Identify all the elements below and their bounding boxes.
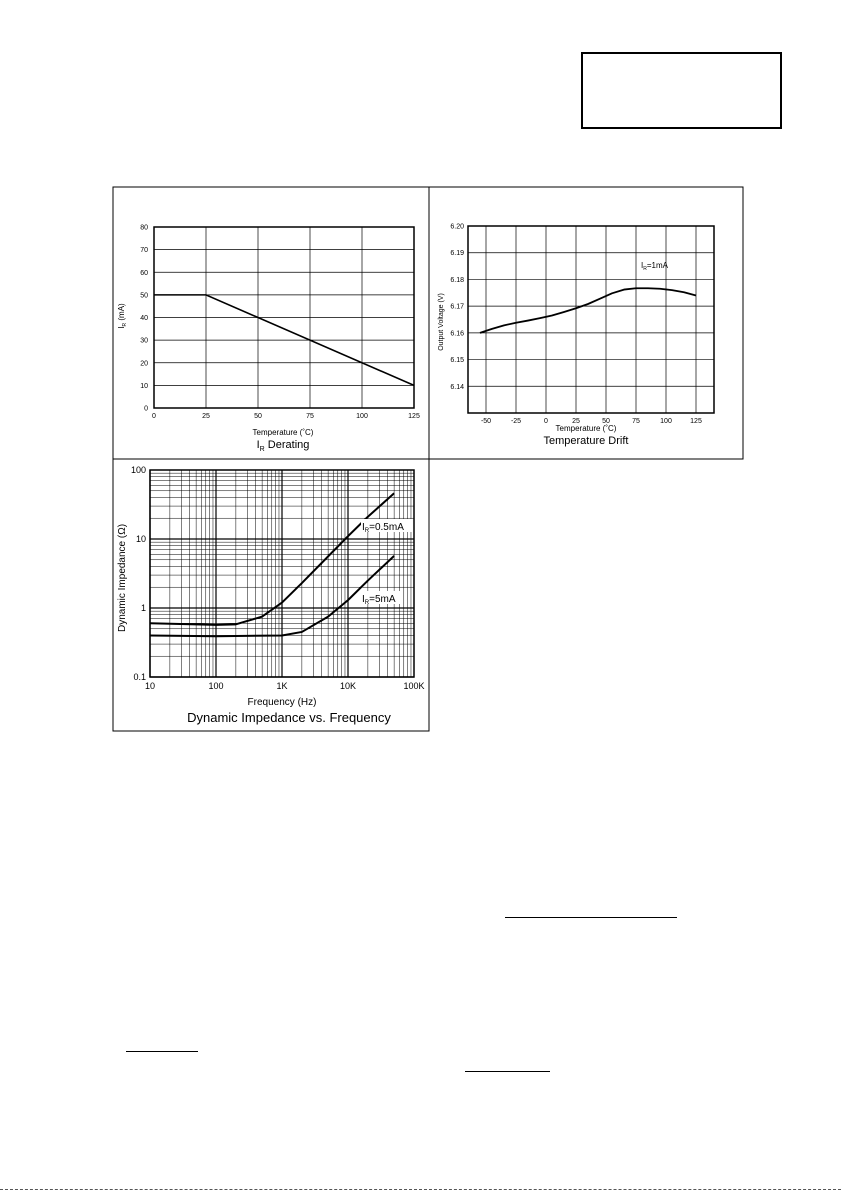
- impedance-title: Dynamic Impedance vs. Frequency: [187, 710, 391, 725]
- derating-grid: [154, 227, 414, 408]
- impedance-series-label-0: [361, 519, 413, 534]
- derating-x-axis-label: Temperature (˚C): [252, 428, 314, 437]
- derating-y-tick: 30: [140, 337, 148, 345]
- derating-y-axis-label: $I_R$ (mA): [117, 303, 128, 329]
- derating-x-tick: 75: [306, 413, 314, 420]
- impedance-x-axis-label: Frequency (Hz): [247, 697, 317, 708]
- drift-annotation: $I_R=1mA$: [641, 261, 668, 272]
- impedance-y-tick: 10: [135, 534, 146, 544]
- drift-x-tick: 0: [544, 418, 548, 425]
- drift-y-tick: 6.16: [450, 330, 464, 338]
- impedance-y-tick: 100: [130, 465, 146, 475]
- impedance-x-tick: 10: [144, 681, 156, 691]
- drift-y-tick: 6.15: [450, 357, 464, 365]
- derating-x-tick: 0: [152, 413, 156, 420]
- derating-y-tick: 70: [140, 247, 148, 255]
- impedance-y-tick: 0.1: [133, 672, 146, 682]
- drift-x-tick: -25: [510, 418, 522, 425]
- svg-text:IR=0.5mA: $I_R=0.5mA$: [362, 522, 404, 534]
- impedance-y-axis-label: Dynamic Impedance (Ω): [117, 523, 128, 633]
- drift-grid: [468, 226, 714, 413]
- underline-rule-1: [505, 917, 677, 918]
- impedance-x-tick: 1K: [276, 681, 288, 691]
- drift-x-tick: -50: [480, 418, 492, 425]
- derating-title: $I_R$ Derating: [256, 439, 310, 453]
- derating-x-tick: 125: [408, 413, 420, 420]
- derating-y-tick: 0: [144, 405, 148, 413]
- drift-x-tick: 125: [690, 418, 702, 425]
- impedance-y-tick: 1: [140, 603, 146, 613]
- derating-y-tick: 50: [140, 292, 148, 300]
- derating-tick-labels: [140, 225, 420, 421]
- impedance-x-tick: 100: [208, 681, 224, 691]
- drift-y-tick: 6.18: [450, 276, 464, 284]
- svg-text:IR=5mA: $I_R=5mA$: [362, 594, 396, 606]
- drift-x-tick: 50: [602, 418, 610, 425]
- drift-y-axis-label: Output Voltage (V): [438, 293, 445, 351]
- derating-x-tick: 50: [254, 413, 262, 420]
- impedance-line-0: [150, 493, 394, 625]
- derating-x-tick: 100: [356, 413, 368, 420]
- derating-y-tick: 20: [140, 360, 148, 368]
- drift-x-tick: 75: [632, 418, 640, 425]
- derating-y-tick: 10: [140, 382, 148, 390]
- impedance-x-tick: 10K: [339, 681, 357, 691]
- drift-x-axis-label: Temperature (˚C): [555, 424, 617, 433]
- underline-rule-2: [126, 1051, 198, 1052]
- derating-y-tick: 60: [140, 269, 148, 277]
- drift-y-tick: 6.20: [450, 223, 464, 231]
- drift-x-tick: 25: [572, 418, 580, 425]
- drift-plot-border: [468, 226, 714, 413]
- drift-title: Temperature Drift: [543, 435, 629, 447]
- derating-y-tick: 80: [140, 224, 148, 232]
- impedance-tick-labels: [131, 465, 425, 691]
- drift-y-tick: 6.14: [450, 383, 464, 391]
- impedance-series-label-1: [361, 591, 401, 606]
- drift-y-tick: 6.17: [450, 303, 464, 311]
- page-bottom-rule: [0, 1189, 841, 1190]
- derating-y-tick: 40: [140, 315, 148, 322]
- underline-rule-3: [465, 1071, 550, 1072]
- impedance-x-tick: 100K: [403, 681, 425, 691]
- derating-x-tick: 25: [202, 413, 210, 420]
- drift-series: [480, 288, 696, 333]
- drift-y-tick: 6.19: [450, 250, 464, 258]
- drift-line: [480, 288, 696, 333]
- drift-x-tick: 100: [660, 418, 672, 425]
